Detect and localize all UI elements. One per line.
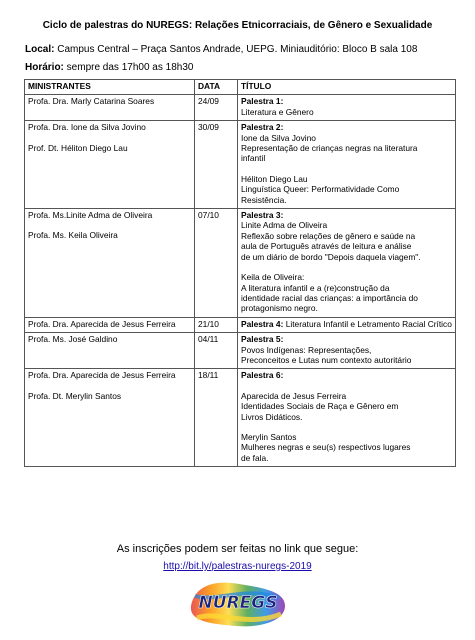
header-titulo: TÍTULO	[238, 80, 456, 95]
table-row	[25, 209, 456, 318]
title-line: Resistência.	[241, 194, 287, 205]
palestra-label: Palestra 4:	[241, 318, 284, 329]
palestra-label: Palestra 1:	[241, 96, 284, 107]
date-cell: 30/09	[195, 121, 238, 209]
ministrante-name: Profa. Ms. José Galdino	[28, 334, 118, 345]
title-cell	[238, 95, 456, 121]
local-line	[25, 44, 417, 55]
title-line: Livros Didáticos.	[241, 411, 303, 422]
palestra-label: Palestra 6:	[241, 370, 284, 381]
horario-value: sempre das 17h00 as 18h30	[63, 62, 194, 73]
palestra-label: Palestra 2:	[241, 122, 284, 133]
title-line: Aparecida de Jesus Ferreira	[241, 390, 347, 401]
title-line: Linguística Queer: Performatividade Como	[241, 184, 400, 195]
palestra-title: Literatura Infantil e Letramento Racial Crítico	[283, 318, 452, 329]
title-line: A literatura infantil e a (re)construção da	[241, 282, 390, 293]
title-cell	[238, 333, 456, 369]
horario-line	[25, 62, 193, 73]
title-line: infantil	[241, 153, 266, 164]
title-line: identidade racial das crianças: a importância do	[241, 292, 418, 303]
ministrante-name: Profa. Ms.Linite Adma de Oliveira	[28, 210, 153, 221]
title-line: protagonismo negro.	[241, 303, 318, 314]
palestra-heading	[241, 319, 452, 329]
table-row	[25, 95, 456, 121]
ministrante-name: Profa. Dra. Aparecida de Jesus Ferreira	[28, 318, 176, 329]
local-value: Campus Central – Praça Santos Andrade, UEPG. Miniauditório: Bloco B sala 108	[54, 44, 418, 55]
spacer	[241, 262, 452, 272]
title-cell	[238, 121, 456, 209]
ministrantes-cell	[25, 209, 195, 318]
ministrante-name: Profa. Dra. Marly Catarina Soares	[28, 96, 155, 107]
schedule-body	[25, 95, 456, 467]
date-cell: 18/11	[195, 369, 238, 467]
date-cell: 04/11	[195, 333, 238, 369]
title-line: de um diário de bordo "Depois daquela viagem".	[241, 251, 421, 262]
palestra-label: Palestra 5:	[241, 334, 284, 345]
ministrantes-cell	[25, 95, 195, 121]
table-row	[25, 317, 456, 332]
title-line: Identidades Sociais de Raça e Gênero em	[241, 401, 399, 412]
title-line: Literatura e Gênero	[241, 106, 314, 117]
title-line: Ione da Silva Jovino	[241, 132, 316, 143]
ministrantes-cell	[25, 121, 195, 209]
header-data: DATA	[195, 80, 238, 95]
table-row	[25, 369, 456, 467]
title-cell	[238, 209, 456, 318]
svg-text:NUREGS: NUREGS	[198, 593, 278, 613]
title-line: Héliton Diego Lau	[241, 173, 308, 184]
nuregs-logo	[187, 576, 289, 630]
date-cell: 21/10	[195, 317, 238, 332]
ministrante-name: Profa. Dra. Aparecida de Jesus Ferreira	[28, 370, 176, 381]
table-row	[25, 121, 456, 209]
ministrantes-cell	[25, 317, 195, 332]
palestra-label: Palestra 3:	[241, 210, 284, 221]
ministrante-name: Profa. Ms. Keila Oliveira	[28, 230, 118, 241]
registration-text: As inscrições podem ser feitas no link que segue:	[116, 543, 359, 555]
title-line: Merylin Santos	[241, 431, 297, 442]
title-line: Keila de Oliveira:	[241, 272, 305, 283]
date-cell: 24/09	[195, 95, 238, 121]
title-line: de fala.	[241, 452, 269, 463]
title-line: Povos Indígenas: Representações,	[241, 344, 372, 355]
title-line: Reflexão sobre relações de gênero e saúde na	[241, 230, 416, 241]
ministrante-name: Profa. Dt. Merylin Santos	[28, 390, 122, 401]
table-header-row	[25, 80, 456, 95]
title-line: Preconceitos e Lutas num contexto autoritário	[241, 354, 412, 365]
spacer	[241, 422, 452, 432]
title-cell	[238, 369, 456, 467]
schedule-table	[24, 79, 456, 467]
ministrantes-cell	[25, 333, 195, 369]
title-cell	[238, 317, 456, 332]
spacer	[241, 381, 452, 391]
registration-link[interactable]: http://bit.ly/palestras-nuregs-2019	[163, 561, 312, 572]
date-cell: 07/10	[195, 209, 238, 318]
ministrante-name: Profa. Dra. Ione da Silva Jovino	[28, 122, 146, 133]
title-line: aula de Português através de leitura e análise	[241, 241, 412, 252]
title-line: Mulheres negras e seu(s) respectivos lugares	[241, 442, 411, 453]
ministrantes-cell	[25, 369, 195, 467]
title-line: Linite Adma de Oliveira	[241, 220, 328, 231]
spacer	[241, 164, 452, 174]
title-line: Representação de crianças negras na literatura	[241, 143, 418, 154]
page-title: Ciclo de palestras do NUREGS: Relações Etnicorraciais, de Gênero e Sexualidade	[42, 20, 433, 31]
local-label: Local:	[25, 44, 55, 55]
header-ministrantes: MINISTRANTES	[25, 80, 195, 95]
horario-label: Horário:	[25, 62, 64, 73]
ministrante-name: Prof. Dt. Héliton Diego Lau	[28, 142, 128, 153]
table-row	[25, 333, 456, 369]
